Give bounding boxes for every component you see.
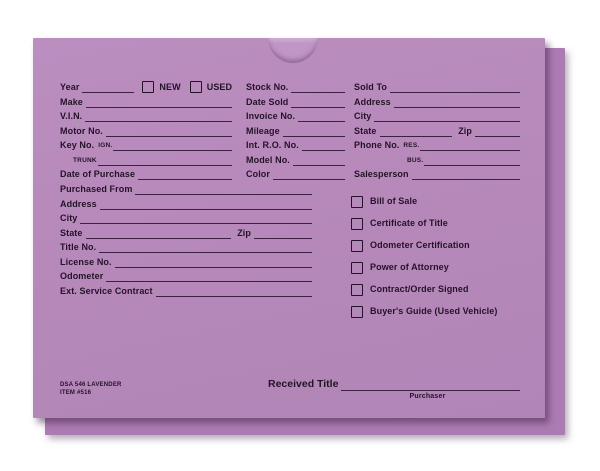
buyers-guide-label: Buyer's Guide (Used Vehicle) [370,306,498,316]
checklist-item-certificate-of-title [351,217,448,230]
seller-state-field-line [86,226,232,239]
key-trunk-field-line [98,153,232,166]
phone-res-label: RES. [403,142,420,149]
seller-city-row [60,212,312,224]
certificate-of-title-label: Certificate of Title [370,218,448,228]
motor-no-field-line [106,124,232,137]
contract-order-signed-label: Contract/Order Signed [370,284,469,294]
title-no-label: Title No. [60,242,97,252]
int-ro-no-row [246,139,345,151]
odometer-certification-label: Odometer Certification [370,240,470,250]
date-of-purchase-field-line [138,167,232,180]
license-no-label: License No. [60,256,112,267]
stock-no-field-line [291,80,345,93]
date-sold-row [246,96,345,108]
stock-no-row [246,81,345,93]
vin-field-line [85,109,232,122]
certificate-of-title-checkbox [351,218,363,230]
model-no-row [246,154,345,166]
received-title-signature-line [341,377,520,391]
sold-to-field-line [390,80,520,93]
new-label: NEW [159,82,181,92]
key-no-row [60,139,232,151]
mileage-row [246,125,345,137]
salesperson-label: Salesperson [354,169,409,179]
buyer-city-field-line [374,109,520,122]
seller-address-field-line [100,197,312,210]
buyer-address-label: Address [354,96,391,107]
date-of-purchase-label: Date of Purchase [60,169,136,179]
bill-of-sale-label: Bill of Sale [370,196,418,206]
buyer-address-field-line [394,95,520,108]
make-field-line [86,95,232,108]
motor-no-label: Motor No. [60,125,103,136]
checklist-item-power-of-attorney [351,261,449,274]
buyer-zip-field-line [475,124,520,137]
phone-no-label: Phone No. [354,140,400,150]
odometer-field-line [106,269,312,282]
color-row [246,168,345,180]
bill-of-sale-checkbox [351,196,363,208]
contract-order-signed-checkbox [351,284,363,296]
sold-to-label: Sold To [354,82,388,92]
stock-no-label: Stock No. [246,82,289,92]
key-trunk-row [73,154,232,166]
key-no-label: Key No. [60,140,95,150]
odometer-label: Odometer [60,271,104,281]
checklist-item-bill-of-sale [351,195,417,208]
power-of-attorney-checkbox [351,262,363,274]
odometer-row [60,270,312,282]
phone-res-row [354,139,520,151]
purchased-from-field-line [135,182,312,195]
purchased-from-row [60,183,312,195]
deal-envelope [33,38,545,418]
salesperson-row [354,168,520,180]
buyer-city-row [354,110,520,122]
license-no-row [60,256,312,268]
buyer-state-label: State [354,125,377,136]
product-code-line1: DSA 546 LAVENDER [60,382,122,388]
purchaser-caption: Purchaser [409,393,446,400]
product-code-block [60,382,122,397]
mileage-label: Mileage [246,125,280,136]
purchased-from-label: Purchased From [60,184,133,194]
odometer-certification-checkbox [351,240,363,252]
new-checkbox [142,81,154,93]
vin-row [60,110,232,122]
year-label: Year [60,82,80,92]
received-title-label: Received Title [268,378,339,390]
model-no-field-line [293,153,345,166]
phone-res-field-line [420,138,520,151]
ext-service-contract-label: Ext. Service Contract [60,285,153,296]
seller-state-label: State [60,227,83,238]
checklist-item-buyers-guide [351,305,497,318]
buyer-state-zip-row [354,125,520,137]
seller-zip-label: Zip [237,227,251,238]
seller-city-field-line [80,211,312,224]
ext-service-contract-row [60,285,312,297]
vin-label: V.I.N. [60,111,83,121]
key-trunk-label: TRUNK [73,156,97,164]
invoice-no-field-line [298,109,345,122]
invoice-no-row [246,110,345,122]
date-of-purchase-row [60,168,232,180]
title-no-row [60,241,312,253]
buyers-guide-checkbox [351,306,363,318]
used-checkbox [190,81,202,93]
date-sold-field-line [291,95,345,108]
model-no-label: Model No. [246,154,290,165]
used-label: USED [206,82,233,92]
thumb-cut-notch [268,38,318,63]
buyer-zip-label: Zip [458,125,472,136]
seller-state-zip-row [60,227,312,239]
seller-city-label: City [60,213,78,223]
buyer-state-field-line [380,124,453,137]
ext-service-contract-field-line [156,284,312,297]
year-field-line [82,80,134,93]
checklist-item-odometer-certification [351,239,470,252]
date-sold-label: Date Sold [246,96,289,107]
power-of-attorney-label: Power of Attorney [370,262,449,272]
int-ro-no-field-line [302,138,345,151]
make-row [60,96,232,108]
license-no-field-line [115,255,312,268]
title-no-field-line [99,240,312,253]
make-label: Make [60,96,83,107]
mileage-field-line [283,124,345,137]
received-title-row [268,378,520,391]
color-label: Color [246,169,270,179]
sold-to-row [354,81,520,93]
seller-address-row [60,198,312,210]
key-ign-field-line [113,138,232,151]
phone-bus-field-line [424,153,520,166]
int-ro-no-label: Int. R.O. No. [246,140,299,150]
seller-zip-field-line [254,226,312,239]
product-code-line2: ITEM #516 [60,389,92,396]
phone-bus-row [407,154,520,166]
phone-bus-label: BUS. [407,156,424,164]
seller-address-label: Address [60,198,97,209]
key-ign-label: IGN. [98,142,113,149]
checklist-item-contract-order-signed [351,283,469,296]
invoice-no-label: Invoice No. [246,111,296,121]
color-field-line [273,167,345,180]
salesperson-field-line [412,167,520,180]
buyer-address-row [354,96,520,108]
motor-no-row [60,125,232,137]
buyer-city-label: City [354,111,372,121]
